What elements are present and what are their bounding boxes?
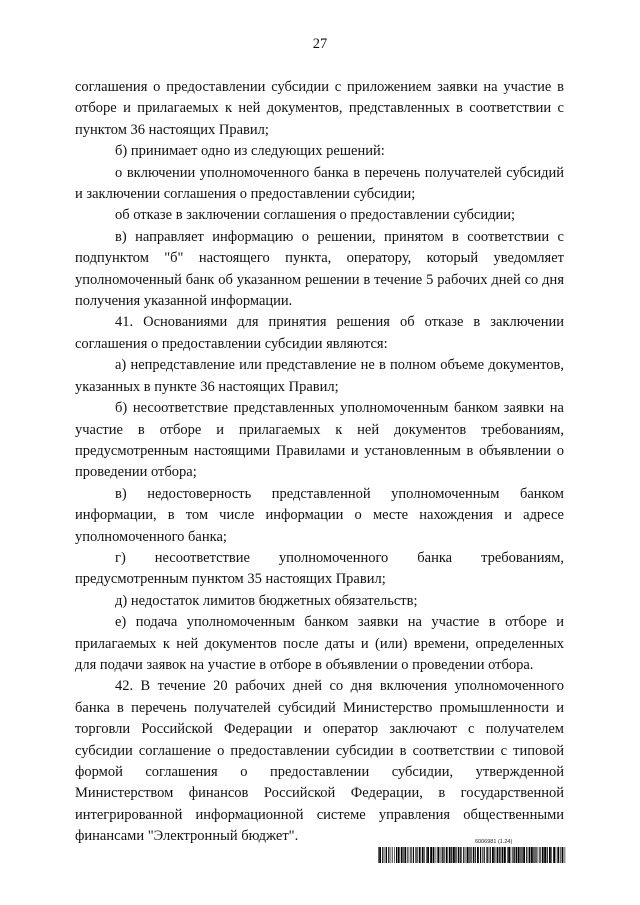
- barcode-icon: [378, 847, 568, 863]
- paragraph: в) направляет информацию о решении, принятом в соответствии с подпунктом "б" настоящего пункта, оператору, который уведомляет уполномоченный банк об указанном решении в течение 5 рабочих дней со дня получения указанной информации.: [75, 228, 564, 310]
- paragraph: 41. Основаниями для принятия решения об отказе в заключении соглашения о предоставлении субсидии являются:: [75, 314, 564, 352]
- document-body: [75, 77, 564, 848]
- paragraph: в) недостоверность представленной уполномоченным банком информации, в том числе информации о месте нахождения и адресе уполномоченного банка;: [75, 485, 564, 545]
- page-number: 27: [312, 36, 328, 52]
- paragraph: б) несоответствие представленных уполномоченным банком заявки на участие в отборе и прилагаемых к ней документов требованиям, предусмотренным настоящими Правилами и установленным в объявлении о проведении отбора;: [75, 400, 564, 481]
- paragraph: соглашения о предоставлении субсидии с приложением заявки на участие в отборе и прилагаемых к ней документов, представленных в соответствии с пунктом 36 настоящих Правил;: [75, 79, 564, 138]
- paragraph: 42. В течение 20 рабочих дней со дня включения уполномоченного банка в перечень получателей субсидий Министерство промышленности и торговли Российской Федерации и оператор заключают с получателем субсидии соглашение о предоставлении субсидии в соответствии с типовой формой соглашения о предоставлении субсидии, утвержденной Министерством финансов Российской Федерации, в государственной интегрированной информационной системе управления общественными финансами "Электронный бюджет".: [75, 678, 564, 845]
- paragraph: б) принимает одно из следующих решений:: [115, 143, 385, 160]
- paragraph: о включении уполномоченного банка в перечень получателей субсидий и заключении соглашения о предоставлении субсидии;: [75, 164, 564, 203]
- paragraph: об отказе в заключении соглашения о предоставлении субсидии;: [115, 207, 516, 224]
- barcode-caption: 6006981 (1.24): [475, 839, 513, 845]
- paragraph: д) недостаток лимитов бюджетных обязательств;: [115, 592, 418, 609]
- paragraph: г) несоответствие уполномоченного банка требованиям, предусмотренным пунктом 35 настоящих Правил;: [75, 549, 564, 588]
- paragraph: е) подача уполномоченным банком заявки на участие в отборе и прилагаемых к ней документов после даты и (или) времени, определенных для подачи заявок на участие в отборе в объявлении о проведении отбора.: [75, 614, 564, 673]
- paragraph: а) непредставление или представление не в полном объеме документов, указанных в пункте 36 настоящих Правил;: [75, 357, 564, 395]
